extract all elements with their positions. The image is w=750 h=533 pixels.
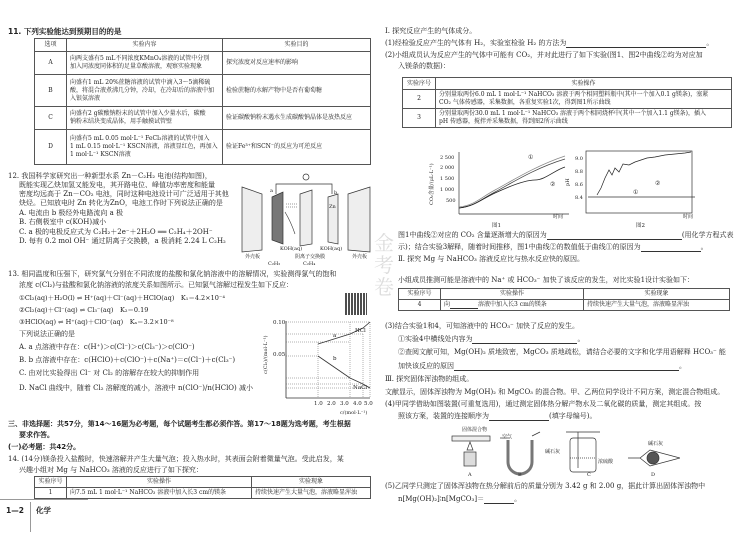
xtick: 1.0 — [314, 401, 323, 407]
table-row: 4 向 溶液中加入长3 cm的镁条 持续快速产生大量气泡，溶液略显浑浊 — [399, 300, 730, 311]
ytick: 2 500 — [440, 155, 455, 161]
q13-line: 浓度 c(Cl₂)与盐酸和氯化钠溶液的浓度关系如图所示。已知氯气溶解过程发生如下反应： — [19, 281, 294, 289]
q13-xlabel: c/(mol·L⁻¹) — [340, 410, 368, 416]
q14-line: 14. (14分)镁条投入盐酸时，快速溶解并产生大量气泡；投入热水时，其表面会附着微量气泡。受此启发，某 — [8, 455, 344, 463]
solid-mixture-label: 固体混合物 — [462, 427, 488, 433]
c2h4-legend: C₂H₄ — [303, 261, 316, 267]
q3-text: (3)结合实验1和4，可知溶液中的 HCO₃⁻ 加快了反应的发生。 — [385, 322, 579, 330]
answer-blank[interactable] — [547, 233, 682, 240]
table-row: 3 分别量取两份30.0 mL 1 mol·L⁻¹ NaHCO₃ 溶液于两个相同烧杯中(其中一个加入1.1 g镁条)，插入 pH 传感器，搅拌并采集数据，得到图2所示曲线 — [403, 109, 732, 128]
q2-line: (2)小组成员认为反应产生的气体中可能有 CO₂，并对此进行了如下实验(图1、图2中曲线②均为对应加 — [385, 51, 703, 59]
fig-question-line: 示)；结合实验3解释，随着时间推移，图1中曲线②的数值低于曲线①的原因为 。 — [398, 243, 708, 251]
section3-sub: (一)必考题：共42分。 — [8, 443, 81, 451]
exp-table-2: 实验序号 实验操作 2 分别量取两份6.0 mL 1 mol·L⁻¹ NaHCO₃ 溶液于两个相同塑料瓶中(其中一个加入0.1 g镁条)，塞紧 CO₂ 气体传感器，采集数据，各重复实验1次，得到图1所示曲线 3 分别量取两份30.0 mL 1 mol·L⁻¹ NaHCO₃ 溶液于两个相同烧杯中(其中一个加入1.1 g镁条)，插入 pH 传感器，搅拌并采集数据，得到图2所示曲线 — [402, 77, 732, 128]
q12-line: 炔烃。已知放电时 Zn 转化为ZnO，电池工作时下列说法正确的是 — [19, 199, 223, 207]
ytick: 0.10 — [273, 320, 286, 326]
q5-line: (5)乙同学只测定了固体浑浊物在热分解前后的质量分别为 3.42 g 和 2.00 g，据此计算出固体浑浊物中 — [385, 482, 706, 490]
zn-label: Zn — [329, 204, 336, 210]
part2-heading: Ⅱ. 探究 Mg 与 NaHCO₃ 溶液反应比与热水反应快的原因。 — [398, 255, 585, 263]
q12-option-d: D. 每有 0.2 mol OH⁻ 通过阴离子交换膜，a 极消耗 2.24 L C₂H₂ — [19, 237, 226, 245]
q11-table — [34, 38, 371, 165]
ytick: 0.05 — [273, 352, 286, 358]
q1-text: (1)经检验反应产生的气体有 H₂，实验室检验 H₂ 的方法为 。 — [385, 39, 714, 47]
watermark: 金考卷 — [374, 231, 394, 299]
q5-line2: n[Mg(OH)₂]∶n[MgCO₃]＝ 。 — [398, 495, 522, 503]
c2h2-legend: C₂H₂ — [268, 261, 281, 267]
fig2-caption: 图2 — [636, 223, 645, 229]
qr-code — [345, 293, 367, 315]
xtick: 3.0 — [340, 401, 349, 407]
xtick: 2.0 — [327, 401, 336, 407]
q3-1: ①实验4中横线处内容为 。 — [398, 335, 585, 343]
apparatus-diagram — [450, 428, 680, 480]
header-option: 选项 — [35, 39, 67, 52]
air-label: 空气 — [502, 434, 513, 440]
apparatus-a: A — [468, 472, 472, 478]
table-row: C 向盛有2 g碳酸钠粉末的试管中加入少量水后，碳酸 钠粉末结块变成晶体，用手触摸试管壁 验证碳酸钠粉末遇水生成碳酸钠晶体是放热反应 — [35, 107, 371, 130]
conc-sulfuric-label: 浓硫酸 — [598, 459, 614, 465]
fig2-ylabel: pH — [565, 178, 571, 186]
electrode-a-label: a — [270, 188, 273, 194]
subject-label: 化学 — [36, 506, 51, 515]
q12-option-a: A. 电流由 b 极经外电路流向 a 极 — [19, 209, 124, 217]
table-row: B 向盛有1 mL 20%蔗糖溶液的试管中滴入3～5滴稀硫 酸，将混合液煮沸几分钟，冷却，在冷却后的溶液中加 入银氨溶液 检验蔗糖的水解产物中是否有葡萄糖 — [35, 75, 371, 107]
q12-option-b: B. 右侧极室中 c(KOH)减小 — [19, 218, 107, 226]
q13-eq2: ②Cl₂(aq)＋Cl⁻(aq) ⇌ Cl₃⁻(aq) K₂＝0.19 — [19, 306, 149, 314]
figure-2-chart — [585, 150, 695, 216]
fig1-caption: 图1 — [492, 223, 501, 229]
q13-line: 13. 相同温度和压强下，研究氯气分别在不同浓度的盐酸和氯化钠溶液中的溶解情况，实验测得氯气的饱和 — [8, 270, 337, 278]
ytick: 2 000 — [440, 165, 455, 171]
table-row: 2 分别量取两份6.0 mL 1 mol·L⁻¹ NaHCO₃ 溶液于两个相同塑料瓶中(其中一个加入0.1 g镁条)，塞紧 CO₂ 气体传感器，采集数据，各重复实验1次，得到图1所示曲线 — [403, 90, 732, 109]
koh-left-label: KOH(aq) — [280, 246, 303, 252]
q13-line: 下列说法正确的是 — [19, 330, 75, 338]
q13-option-d: D. NaCl 曲线中，随着 Cl₂ 溶解度的减小，溶液中 n(ClO⁻)/n(HClO) 减小 — [19, 384, 253, 392]
ytick: 1 500 — [440, 176, 455, 182]
q13-option-c: C. 由对比实验得出 Cl⁻ 对 Cl₂ 的溶解存在较大的抑制作用 — [19, 369, 200, 377]
table-row: 1 向7.5 mL 1 mol·L⁻¹ NaHCO₃ 溶液中加入长3 cm的镁条 持续快速产生大量气泡，溶液略显浑浊 — [35, 488, 371, 499]
apparatus-c: C — [587, 472, 591, 478]
exp-table-4: 实验序号 实验操作 实验现象 4 向 溶液中加入长3 cm的镁条 持续快速产生大量气泡，溶液略显浑浊 — [398, 288, 730, 311]
answer-blank[interactable] — [484, 497, 514, 504]
soda-lime-label-d: 碱石灰 — [648, 441, 664, 447]
electrode-b-label: b — [334, 190, 338, 196]
fig1-curve2-label: ② — [550, 181, 556, 188]
answer-blank[interactable] — [566, 41, 706, 48]
fig2-curve2-label: ② — [655, 180, 661, 187]
q14-line: 兴趣小组对 Mg 与 NaHCO₃ 溶液的反应进行了如下探究： — [19, 466, 203, 474]
nacl-curve-label: NaCl — [353, 385, 368, 391]
header-goal: 实验目的 — [223, 39, 371, 52]
ytick: 1 000 — [440, 187, 455, 193]
page-number: 1—2 — [6, 506, 24, 515]
q12-line: 12. 我国科学家研究出一种新型水系 Zn－C₂H₂ 电池(结构如图)， — [8, 172, 212, 180]
section3-heading: 三、非选择题：共57分，第14～16题为必考题，每个试题考生都必须作答。第17～18题为选考题，考生根据 — [8, 420, 351, 428]
q3-2-cont: 加快该反应的原因 。 — [398, 362, 686, 370]
q11-title: 11. 下列实验能达到预期目的的是 — [8, 27, 122, 36]
point-a-label: a — [333, 333, 337, 339]
xtick: 5.0 — [364, 401, 373, 407]
q3-2: ②查阅文献可知，Mg(OH)₂ 质地致密，MgCO₃ 质地疏松，请结合必要的文字和化学用语解释 HCO₃⁻ 能 — [398, 348, 726, 356]
q12-option-c: C. a 极的电极反应式为 C₂H₂＋2e⁻＋2H₂O ══ C₂H₄＋2OH⁻ — [19, 228, 213, 236]
q13-ylabel: c(Cl₂)/(mol·L⁻¹) — [263, 335, 269, 374]
q13-eq1: ①Cl₂(aq)＋H₂O(l) ⇌ H⁺(aq)＋Cl⁻(aq)＋HClO(aq) K₁＝4.2×10⁻⁴ — [19, 294, 225, 302]
q12-line: 密度均远高于 Zn－CO₂ 电池，同时这种电池设计可广泛适用于其他 — [19, 190, 229, 198]
koh-right-label: KOH(aq) — [320, 246, 343, 252]
fig1-xlabel: 时间 — [553, 214, 564, 220]
apparatus-b: B — [518, 472, 522, 478]
q13-eq3: ③HClO(aq) ⇌ H⁺(aq)＋ClO⁻(aq) Kₐ＝3.2×10⁻⁸ — [19, 318, 174, 326]
header-content: 实验内容 — [67, 39, 223, 52]
answer-blank[interactable] — [450, 302, 478, 309]
footer-rule — [0, 499, 88, 500]
part2-text: 小组成员推测可能是溶液中的 Na⁺ 或 HCO₃⁻ 加快了该反应的发生，对比实验1设计实验如下： — [398, 276, 695, 284]
hcl-curve-label: HCl — [355, 328, 366, 334]
ytick: 8.8 — [575, 169, 583, 175]
section3-heading-cont: 要求作答。 — [19, 431, 54, 439]
part1-heading: Ⅰ. 探究反应产生的气体成分。 — [385, 27, 477, 35]
fig1-curve1-label: ① — [528, 154, 534, 161]
answer-blank[interactable] — [472, 337, 577, 344]
ytick: 9.0 — [575, 156, 583, 162]
q13-option-b: B. b 点溶液中存在：c(HClO)＋c(ClO⁻)＋c(Na⁺)＝c(Cl⁻)＋c(Cl₃⁻) — [19, 356, 236, 364]
ytick: 8.4 — [575, 195, 583, 201]
table-row: A 向两支盛有5 mL不同浓度KMnO₄溶液的试管中分别 加入同浓度同体积的足量草酸溶液，观察实验现象 探究浓度对反应速率的影响 — [35, 52, 371, 75]
battery-diagram — [240, 172, 375, 264]
point-b-label: b — [333, 356, 337, 362]
table-row: D 向盛有5 mL 0.05 mol·L⁻¹ FeCl₃溶液的试管中加入 1 mL 0.15 mol·L⁻¹ KSCN溶液，溶液显红色，再加入 1 mol·L⁻¹ KSCN溶液 验证Fe³⁺和SCN⁻的反应为可逆反应 — [35, 130, 371, 165]
fig-question-line: 图1中曲线②对应的 CO₂ 含量逐渐增大的原因为 (用化学方程式表 — [398, 231, 734, 239]
q12-line: 既能实现乙炔加氢又能发电，其开路电位、峰值功率密度和能量 — [19, 181, 215, 189]
ytick: 500 — [446, 198, 456, 204]
answer-blank[interactable] — [454, 364, 679, 371]
q13-option-a: A. a 点溶液中存在：c(H⁺)＞c(Cl⁻)＞c(Cl₃⁻)＞c(ClO⁻) — [19, 343, 195, 351]
xtick: 4.0 — [353, 401, 362, 407]
answer-blank[interactable] — [641, 245, 701, 252]
answer-blank[interactable] — [489, 414, 549, 421]
membrane-label: 阴离子交换膜 — [295, 254, 326, 260]
soda-lime-label-b: 碱石灰 — [545, 449, 561, 455]
fig1-ylabel: CO₂含量/(μL·L⁻¹) — [429, 163, 435, 205]
fig2-curve1-label: ① — [633, 189, 639, 196]
q4-line2: 照该方案，装置的连接顺序为 (填字母编号)。 — [398, 412, 597, 420]
q14-table1: 实验序号 实验操作 实验现象 1 向7.5 mL 1 mol·L⁻¹ NaHCO₃ 溶液中加入长3 cm的镁条 持续快速产生大量气泡，溶液略显浑浊 — [34, 476, 371, 499]
shell-left-label: 外壳板 — [245, 254, 261, 260]
fig2-xlabel: 时间 — [683, 214, 694, 220]
apparatus-d: D — [651, 472, 656, 478]
footer-divider — [30, 502, 31, 532]
part3-heading: Ⅲ. 探究固体浑浊物的组成。 — [385, 375, 474, 383]
q2-line: 入镁条的数据)： — [398, 62, 450, 70]
part3-text: 文献显示，固体浑浊物为 Mg(OH)₂ 和 MgCO₃ 的混合物。甲、乙两位同学设计不同方案，测定混合物组成。 — [385, 388, 725, 396]
q4-line: (4)甲同学借助如图装置(可重复选用)，通过测定固体热分解产物水及二氧化碳的质量，测定其组成。按 — [385, 400, 702, 408]
ytick: 8.6 — [575, 182, 583, 188]
shell-right-label: 外壳板 — [352, 254, 368, 260]
